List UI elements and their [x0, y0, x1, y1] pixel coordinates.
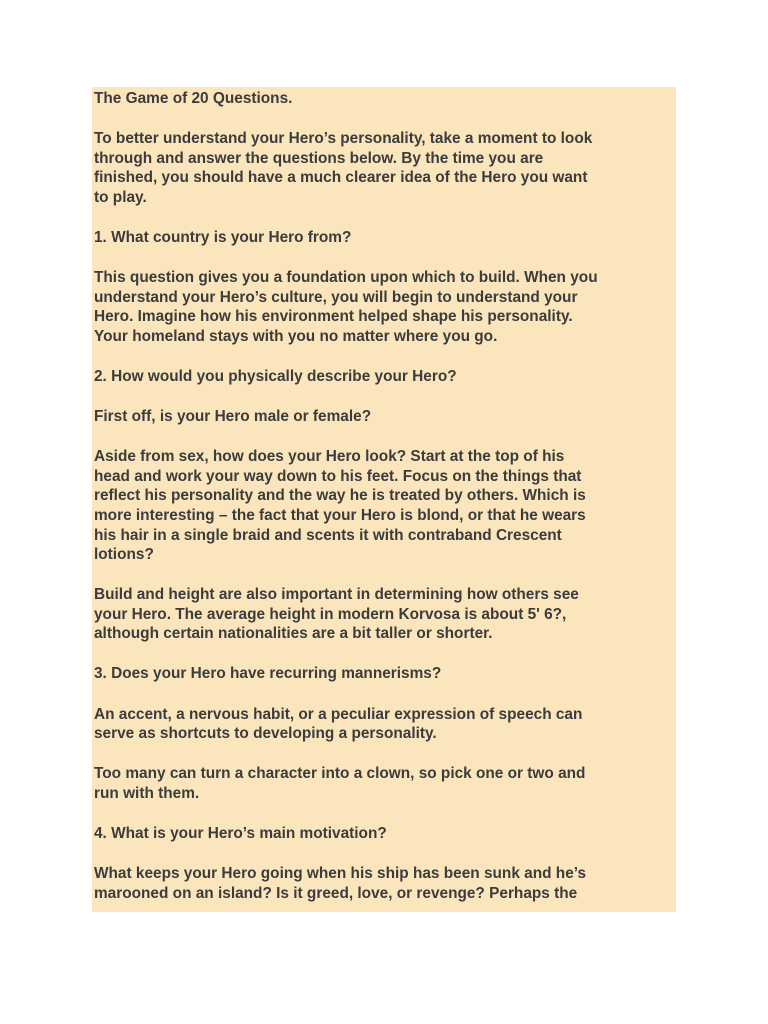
question-1-heading: 1. What country is your Hero from? — [94, 228, 352, 246]
question-2-heading: 2. How would you physically describe your Hero? — [94, 367, 457, 385]
question-4-heading: 4. What is your Hero’s main motivation? — [94, 824, 387, 842]
question-2-body-sex: First off, is your Hero male or female? — [94, 408, 372, 426]
intro-paragraph: To better understand your Hero’s personality, take a moment to look through and answer the questions below. By the time you are finished, you should have a much clearer idea of the Hero you want to play. — [94, 130, 593, 206]
question-3-body-accent: An accent, a nervous habit, or a peculiar expression of speech can serve as shortcuts to developing a personality. — [94, 705, 583, 743]
question-4-body: What keeps your Hero going when his ship has been sunk and he’s marooned on an island? Is it greed, love, or revenge? Perhaps the — [94, 865, 587, 902]
document-text — [94, 89, 684, 924]
question-2-body-build: Build and height are also important in determining how others see your Hero. The average height in modern Korvosa is about 5' 6?, although certain nationalities are a bit taller or shorter. — [94, 586, 579, 643]
question-2-body-look: Aside from sex, how does your Hero look? Start at the top of his head and work your way down to his feet. Focus on the things that reflect his personality and the way he is treated by others. Which is more interesting – the fact that your Hero is blond, or that he wears his hair in a single braid and scents it with contraband Crescent lotions? — [94, 448, 586, 564]
document-title: The Game of 20 Questions. — [94, 90, 293, 107]
question-1-body: This question gives you a foundation upon which to build. When you understand your Hero’s culture, you will begin to understand your Hero. Imagine how his environment helped shape his personality. Your homeland stays with you no matter where you go. — [94, 269, 598, 345]
question-3-body-clown: Too many can turn a character into a clown, so pick one or two and run with them. — [94, 765, 586, 802]
question-3-heading: 3. Does your Hero have recurring mannerisms? — [94, 665, 442, 683]
